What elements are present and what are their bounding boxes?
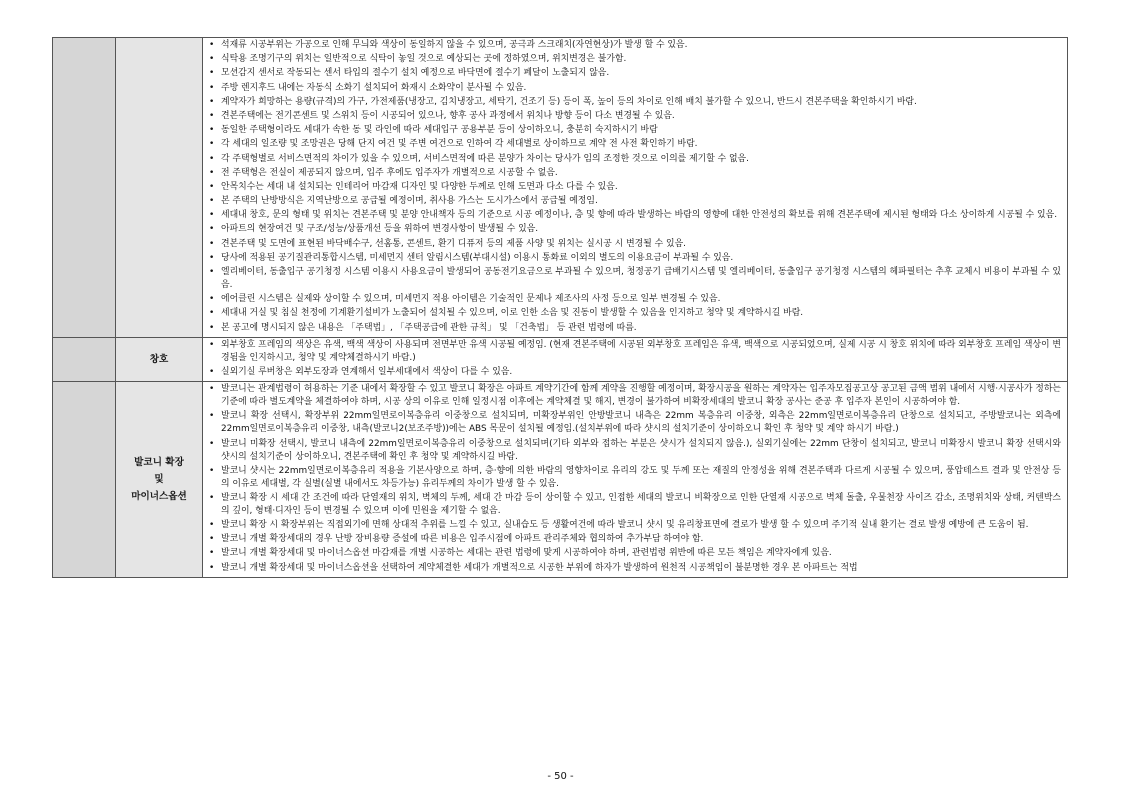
list-item: • 석재류 시공부위는 가공으로 인해 무늬와 색상이 동일하지 않을 수 있으며, 공극과 스크래치(자연현상)가 발생 할 수 있음. xyxy=(207,39,1061,52)
notice-list xyxy=(203,382,1067,577)
notice-list xyxy=(203,338,1067,381)
list-item: • 실외기실 루버창은 외부도장과 연계해서 일부세대에서 색상이 다를 수 있음. xyxy=(207,366,1061,379)
table-row xyxy=(53,337,1068,381)
notice-list xyxy=(203,38,1067,337)
items-cell xyxy=(203,337,1068,381)
notice-table xyxy=(52,37,1068,578)
category-label: 창호 xyxy=(149,353,169,365)
list-item: • 안목치수는 세대 내 설치되는 인테리어 마감재 디자인 및 다양한 두께로 인해 도면과 다소 다를 수 있음. xyxy=(207,181,1061,194)
table-row xyxy=(53,38,1068,338)
list-item: • 동일한 주택형이라도 세대가 속한 동 및 라인에 따라 세대입구 공용부분 등이 상이하오니, 충분히 숙지하시기 바람 xyxy=(207,124,1061,137)
list-item: • 본 주택의 난방방식은 지역난방으로 공급될 예정이며, 취사용 가스는 도시가스에서 공급될 예정임. xyxy=(207,195,1061,208)
list-item: • 견본주택에는 전기콘센트 및 스위치 등이 시공되어 있으나, 향후 공사 과정에서 위치나 방향 등이 다소 변경될 수 있음. xyxy=(207,110,1061,123)
list-item: • 견본주택 및 도면에 표현된 바닥배수구, 선홈통, 콘센트, 환기 디퓨저 등의 제품 사양 및 위치는 실시공 시 변경될 수 있음. xyxy=(207,238,1061,251)
list-item: • 발코니 확장 시 확장부위는 직접외기에 면해 상대적 추위를 느낄 수 있고, 실내습도 등 생활여건에 따라 발코니 샷시 및 유리창표면에 결로가 발생 할 수 있으며 주기적 실내 환기는 결로 발생 예방에 큰 도움이 됨. xyxy=(207,519,1061,532)
outer-category-cell xyxy=(53,38,116,338)
list-item: • 각 세대의 일조량 및 조망권은 당해 단지 여건 및 주변 여건으로 인하여 각 세대별로 상이하므로 계약 전 사전 확인하기 바람. xyxy=(207,138,1061,151)
list-item: • 전 주택형은 전실이 제공되지 않으며, 입주 후에도 입주자가 개별적으로 시공할 수 없음. xyxy=(207,167,1061,180)
list-item: • 발코니 개별 확장세대 및 마이너스옵션을 선택하여 계약체결한 세대가 개별적으로 시공한 부위에 하자가 발생하여 원천적 시공책임이 불분명한 경우 본 아파트는 적법 xyxy=(207,562,1061,575)
list-item: • 세대내 창호, 문의 형태 및 위치는 견본주택 및 분양 안내책자 등의 기준으로 시공 예정이나, 층 및 향에 따라 발생하는 바람의 영향에 대한 안전성의 확보를 위해 견본주택에 제시된 형태와 다소 상이하게 시공될 수 있음. xyxy=(207,209,1061,222)
list-item: • 식탁용 조명기구의 위치는 일반적으로 식탁이 놓일 것으로 예상되는 곳에 정하였으며, 위치변경은 불가함. xyxy=(207,53,1061,66)
outer-category-cell xyxy=(53,382,116,578)
page-number: - 50 - xyxy=(547,771,574,782)
list-item: • 외부창호 프레임의 색상은 유색, 백색 색상이 사용되며 전면부만 유색 시공될 예정임. (현재 견본주택에 시공된 외부창호 프레임은 유색, 백색으로 시공되었으며, 실제 시공 시 창호 위치에 따라 외부창호 프레임 색상이 변경됨을 인지하시고, 청약 및 계약체결하시기 바람.) xyxy=(207,339,1061,365)
list-item: • 본 공고에 명시되지 않은 내용은 「주택법」, 「주택공급에 관한 규칙」 및 「건축법」 등 관련 법령에 따름. xyxy=(207,322,1061,335)
list-item: • 계약자가 희망하는 용량(규격)의 가구, 가전제품(냉장고, 김치냉장고, 세탁기, 건조기 등) 등이 폭, 높이 등의 차이로 인해 배치 불가할 수 있으니, 반드시 견본주택을 확인하시기 바람. xyxy=(207,96,1061,109)
list-item: • 발코니 개별 확장세대의 경우 난방 장비용량 증설에 따른 비용은 입주시점에 아파트 관리주체와 협의하여 추가부담 하여야 함. xyxy=(207,533,1061,546)
category-cell-balcony xyxy=(116,382,203,578)
list-item: • 에어클린 시스템은 실제와 상이할 수 있으며, 미세먼지 적용 아이템은 기술적인 문제나 제조사의 사정 등으로 일부 변경될 수 있음. xyxy=(207,293,1061,306)
list-item: • 각 주택형별로 서비스면적의 차이가 있을 수 있으며, 서비스면적에 따른 분양가 차이는 당사가 임의 조정한 것으로 이의를 제기할 수 없음. xyxy=(207,153,1061,166)
list-item: • 엘리베이터, 동출입구 공기청정 시스템 이용시 사용요금이 발생되어 공동전기요금으로 부과될 수 있으며, 청정공기 급배기시스템 및 엘리베이터, 동출입구 공기청정 시스템의 헤파필터는 추후 교체시 비용이 부과될 수 있음. xyxy=(207,266,1061,292)
category-label: 발코니 확장 xyxy=(134,456,184,468)
list-item: • 모션감지 센서로 작동되는 센서 타입의 절수기 설치 예정으로 바닥면에 절수기 페달이 노출되지 않음. xyxy=(207,67,1061,80)
outer-category-cell xyxy=(53,337,116,381)
list-item: • 발코니 개별 확장세대 및 마이너스옵션 마감재를 개별 시공하는 세대는 관련 법령에 맞게 시공하여야 하며, 관련법령 위반에 따른 모든 책임은 계약자에게 있음. xyxy=(207,547,1061,560)
items-cell xyxy=(203,38,1068,338)
items-cell xyxy=(203,382,1068,578)
list-item: • 발코니 샷시는 22mm일면로이복층유리 적용을 기본사양으로 하며, 층·향에 의한 바람의 영향차이로 유리의 강도 및 두께 또는 재질의 안정성을 위해 견본주택과 다르게 시공될 수 있으며, 풍압테스트 결과 및 안전상 등의 이유로 세대별, 각 실별(실별 내에서도 차등가능) 유리두께의 차이가 발생 할 수 있음. xyxy=(207,465,1061,491)
category-label: 및 xyxy=(154,473,164,485)
category-cell-general xyxy=(116,38,203,338)
list-item: • 당사에 적용된 공기질관리통합시스템, 미세먼지 센터 알림시스템(부대시설) 이용시 통화료 이외의 별도의 이용요금이 부과될 수 있음. xyxy=(207,252,1061,265)
list-item: • 주방 렌지후드 내에는 자동식 소화기 설치되어 화재시 소화약이 분사될 수 있음. xyxy=(207,82,1061,95)
category-label: 마이너스옵션 xyxy=(131,490,187,502)
table-row xyxy=(53,382,1068,578)
list-item: • 발코니는 관계법령이 허용하는 기준 내에서 확장할 수 있고 발코니 확장은 아파트 계약기간에 함께 계약을 진행할 예정이며, 확장시공을 원하는 계약자는 입주자모집공고상 공고된 금액 범위 내에서 시행·시공사가 정하는 기준에 따라 별도계약을 체결하여야 하며, 시공 상의 이유로 인해 일정시점 이후에는 계약체결 및 해지, 변경이 불가하여 비확장세대의 발코니 확장 공사는 준공 후 입주자 본인이 시공하여야 함. xyxy=(207,383,1061,409)
list-item: • 발코니 확장 시 세대 간 조건에 따라 단열재의 위치, 벽체의 두께, 세대 간 마감 등이 상이할 수 있고, 인접한 세대의 발코니 비확장으로 인한 단열재 시공으로 벽체 돌출, 우물천장 사이즈 감소, 조명위치와 상태, 커텐박스의 깊이, 형태·디자인 등이 변경될 수 있으며 이에 민원을 제기할 수 없음. xyxy=(207,492,1061,518)
list-item: • 발코니 미확장 선택시, 발코니 내측에 22mm일면로이복층유리 이중창으로 설치되며(기타 외부와 접하는 부분은 샷시가 설치되지 않음.), 실외기실에는 22mm 단창이 설치되고, 발코니 미확장시 발코니 확장 선택시와 샷시의 설치기준이 상이하오니, 견본주택에 확인 후 청약 및 계약하시길 바람. xyxy=(207,438,1061,464)
category-cell-window xyxy=(116,337,203,381)
list-item: • 세대내 거실 및 침실 천정에 기계환기설비가 노출되어 설치될 수 있으며, 이로 인한 소음 및 진동이 발생할 수 있음을 인지하고 청약 및 계약하시길 바람. xyxy=(207,307,1061,320)
list-item: • 아파트의 현장여건 및 구조/성능/상품개선 등을 위하여 변경사항이 발생될 수 있음. xyxy=(207,223,1061,236)
list-item: • 발코니 확장 선택시, 확장부위 22mm일면로이복층유리 이중창으로 설치되며, 미확장부위인 안방발코니 내측은 22mm 복층유리 이중창, 외측은 22mm일면로이복층유리 단창으로 설치되고, 주방발코니는 외측에 22mm일면로이복층유리 이중창, 내측(발코니2(보조주방))에는 ABS 목문이 설치될 예정임.(설치부위에 따라 샷시의 설치기준이 상이하오니 확인 후 청약 및 계약 하시기 바람.) xyxy=(207,410,1061,436)
